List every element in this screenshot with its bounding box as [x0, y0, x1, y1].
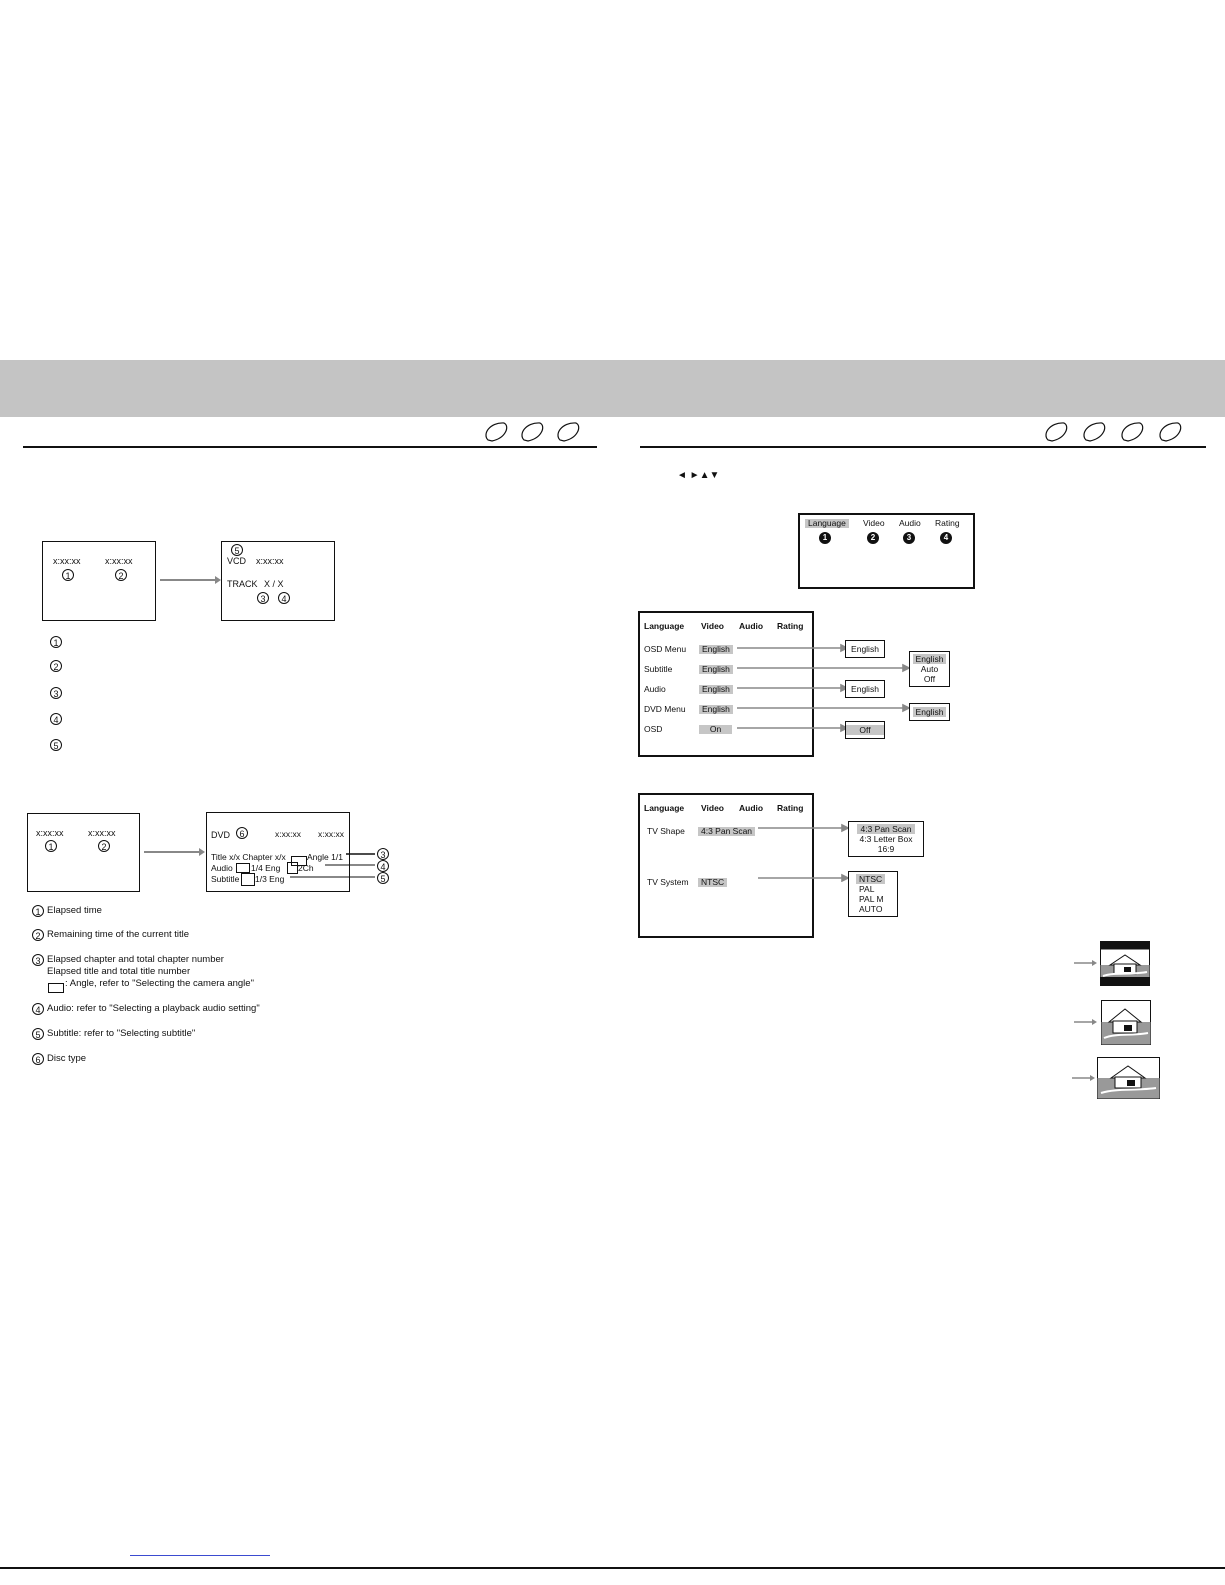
subtitle-option-off: Off	[923, 674, 936, 684]
osd-value: On	[699, 725, 732, 734]
subtitle-value: English	[699, 665, 733, 674]
header-audio: Audio	[739, 803, 764, 813]
tab-audio: Audio	[899, 518, 921, 528]
tab-number-3: 3	[903, 532, 915, 544]
bottom-rule	[0, 1567, 1225, 1569]
osd-options: Off	[845, 721, 885, 739]
legend-item-2	[32, 929, 189, 941]
marker-4: 4	[377, 860, 389, 872]
vcd-screen-before	[42, 541, 156, 621]
legend-item-3-line-3: : Angle, refer to "Selecting the camera angle"	[65, 978, 254, 989]
header-language: Language	[644, 803, 685, 813]
title-chapter-text: Title x/x Chapter x/x	[211, 852, 286, 862]
tv-system-options	[848, 871, 898, 917]
osd-menu-label: OSD Menu	[644, 644, 687, 654]
remaining-time-text: x:xx:xx	[318, 829, 344, 839]
legend-marker: 2	[32, 929, 44, 941]
elapsed-time-text: x:xx:xx	[36, 828, 64, 838]
marker-1: 1	[45, 840, 57, 852]
vcd-list-marker-2: 2	[50, 660, 62, 672]
video-option-arrows	[756, 820, 851, 882]
tv-shape-value: 4:3 Pan Scan	[698, 827, 755, 836]
vcd-time-text: x:xx:xx	[256, 556, 284, 566]
tv-shape-option-16-9: 16:9	[877, 844, 895, 854]
language-option-arrows	[735, 640, 915, 740]
tv-system-option-pal: PAL	[859, 884, 875, 894]
header-rating: Rating	[777, 621, 804, 631]
legend-item-1	[32, 905, 102, 917]
subtitle-label: Subtitle	[211, 874, 240, 884]
subtitle-box-icon	[241, 873, 255, 886]
disc-outline-icon	[1046, 423, 1067, 441]
legend-text: Subtitle: refer to "Selecting subtitle"	[47, 1028, 196, 1039]
vcd-list-marker-5: 5	[50, 739, 62, 751]
left-header-rule	[23, 446, 597, 448]
dvd-menu-options: English	[909, 703, 950, 721]
marker-2: 2	[98, 840, 110, 852]
legend-marker: 4	[32, 1003, 44, 1015]
arrow-right-icon	[144, 846, 206, 858]
tab-number-2: 2	[867, 532, 879, 544]
disc-type-text: VCD	[227, 556, 247, 566]
disc-icons-right	[1040, 420, 1200, 444]
legend-text: Audio: refer to "Selecting a playback audio setting"	[47, 1003, 260, 1014]
footer-link-underline[interactable]	[130, 1555, 270, 1556]
header-video: Video	[701, 621, 724, 631]
audio-value: 1/4 Eng	[251, 863, 281, 873]
disc-outline-icon	[558, 423, 579, 441]
legend-text: Elapsed chapter and total chapter number	[47, 954, 224, 965]
tab-video: Video	[863, 518, 885, 528]
legend-marker: 1	[32, 905, 44, 917]
header-video: Video	[701, 803, 724, 813]
disc-outline-icon	[522, 423, 543, 441]
arrow-right-icon	[160, 574, 222, 586]
tv-system-option-auto: AUTO	[859, 904, 883, 914]
tv-shape-option-pan-scan: 4:3 Pan Scan	[849, 824, 923, 834]
arrow-right-icon	[1074, 958, 1098, 968]
legend-item-3	[32, 954, 224, 966]
disc-outline-icon	[1160, 423, 1181, 441]
subtitle-option-auto: Auto	[920, 664, 939, 674]
tab-rating: Rating	[935, 518, 960, 528]
dvd-callout-lines	[290, 850, 380, 890]
legend-text: Disc type	[47, 1053, 87, 1064]
subtitle-label: Subtitle	[644, 664, 673, 674]
house-picture-icon	[1100, 941, 1150, 986]
track-label: TRACK	[227, 579, 258, 589]
header-band	[0, 360, 1225, 417]
angle-text: Angle 1/1	[307, 852, 343, 862]
legend-item-3-line-2: Elapsed title and total title number	[47, 966, 191, 977]
legend-text: Remaining time of the current title	[47, 929, 190, 940]
speech-bubble-icon	[236, 863, 250, 873]
tv-shape-options	[848, 821, 924, 857]
marker-2: 2	[115, 569, 127, 581]
navigation-arrows-icon: ◄ ►▲▼	[677, 470, 720, 481]
track-value: X / X	[264, 579, 284, 589]
right-header-rule	[640, 446, 1206, 448]
header-language: Language	[644, 621, 685, 631]
subtitle-value: 1/3 Eng	[255, 874, 285, 884]
tv-shape-option-letter-box: 4:3 Letter Box	[859, 834, 913, 844]
vcd-list-marker-4: 4	[50, 713, 62, 725]
disc-outline-icon	[1122, 423, 1143, 441]
marker-4: 4	[278, 592, 290, 604]
legend-marker: 6	[32, 1053, 44, 1065]
dvd-menu-label: DVD Menu	[644, 704, 686, 714]
header-rating: Rating	[777, 803, 804, 813]
tv-system-option-pal-m: PAL M	[859, 894, 884, 904]
tab-language: Language	[805, 519, 849, 528]
audio-options: English	[845, 680, 885, 698]
dvd-menu-value: English	[699, 705, 733, 714]
osd-label: OSD	[644, 724, 663, 734]
osd-menu-options: English	[845, 640, 885, 658]
elapsed-time-text: x:xx:xx	[53, 556, 81, 566]
marker-3: 3	[377, 848, 389, 860]
audio-value: English	[699, 685, 733, 694]
marker-5: 5	[377, 872, 389, 884]
arrow-right-icon	[1072, 1073, 1096, 1083]
disc-type-text: DVD	[211, 830, 231, 840]
disc-icons-left	[480, 420, 595, 444]
vcd-screen-after	[221, 541, 335, 621]
marker-5: 5	[231, 544, 243, 556]
header-audio: Audio	[739, 621, 764, 631]
subtitle-options	[909, 651, 950, 687]
dvd-screen-before	[27, 813, 140, 892]
audio-label: Audio	[211, 863, 233, 873]
house-picture-icon	[1101, 1000, 1151, 1045]
vcd-list-marker-3: 3	[50, 687, 62, 699]
legend-marker: 3	[32, 954, 44, 966]
audio-label: Audio	[644, 684, 666, 694]
legend-item-4	[32, 1003, 260, 1015]
marker-6: 6	[236, 827, 248, 839]
tv-system-label: TV System	[647, 877, 689, 887]
remaining-time-text: x:xx:xx	[88, 828, 116, 838]
legend-text: Elapsed time	[47, 905, 102, 916]
house-picture-icon	[1097, 1057, 1160, 1099]
tv-shape-label: TV Shape	[647, 826, 685, 836]
legend-item-6	[32, 1053, 86, 1065]
arrow-right-icon	[1074, 1017, 1098, 1027]
legend-item-5	[32, 1028, 195, 1040]
tv-system-option-ntsc: NTSC	[849, 874, 897, 884]
setup-menu-tabs	[798, 513, 975, 589]
vcd-list-marker-1: 1	[50, 636, 62, 648]
camera-angle-icon	[48, 983, 64, 993]
elapsed-time-text: x:xx:xx	[275, 829, 301, 839]
audio-channel-text: 2Ch	[298, 863, 314, 873]
disc-outline-icon	[486, 423, 507, 441]
tab-number-1: 1	[819, 532, 831, 544]
marker-1: 1	[62, 569, 74, 581]
tv-system-value: NTSC	[698, 878, 727, 887]
marker-3: 3	[257, 592, 269, 604]
remaining-time-text: x:xx:xx	[105, 556, 133, 566]
legend-marker: 5	[32, 1028, 44, 1040]
tab-number-4: 4	[940, 532, 952, 544]
subtitle-option-english: English	[910, 654, 949, 664]
osd-menu-value: English	[699, 645, 733, 654]
disc-outline-icon	[1084, 423, 1105, 441]
